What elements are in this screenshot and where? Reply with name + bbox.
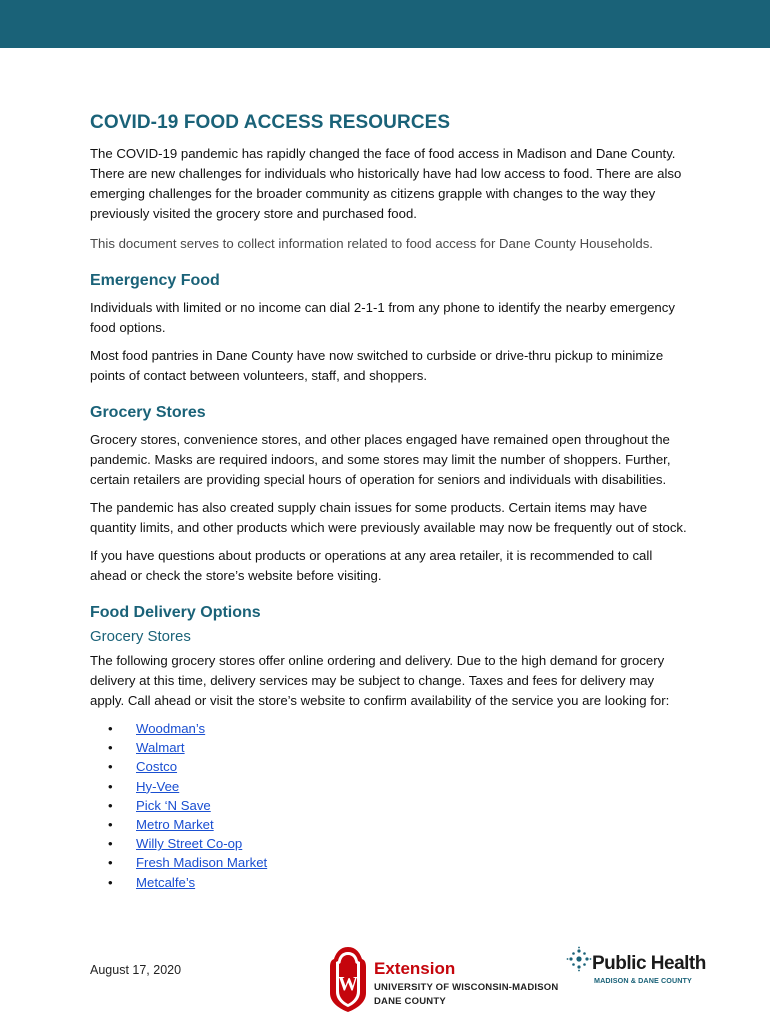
bullet-icon: • bbox=[108, 855, 113, 871]
public-health-name: Public Health bbox=[592, 953, 706, 974]
bullet-icon: • bbox=[108, 836, 113, 852]
bullet-icon: • bbox=[108, 778, 113, 794]
list-item bbox=[108, 815, 690, 834]
header-bar bbox=[0, 0, 770, 48]
bullet-icon: • bbox=[108, 874, 113, 890]
list-item bbox=[108, 738, 690, 757]
grocery-stores-paragraph-2: The pandemic has also created supply chain issues for some products. Certain items may have quantity limits, and other products which were previously available may now be frequently out of stock. bbox=[90, 500, 687, 535]
grocery-stores-heading: Grocery Stores bbox=[90, 404, 206, 421]
document-body bbox=[90, 112, 690, 892]
store-link-costco[interactable]: Costco bbox=[136, 759, 178, 775]
bullet-icon: • bbox=[108, 759, 113, 775]
list-item bbox=[108, 719, 690, 738]
grocery-stores-paragraph-1: Grocery stores, convenience stores, and other places engaged have remained open throughout the pandemic. Masks are required indoors, and some stores may limit the number of shoppers. Further, certain retailers are providing special hours of operation for seniors and individuals with disabilities. bbox=[90, 432, 671, 487]
grocery-stores-paragraph-3: If you have questions about products or operations at any area retailer, it is recommended to call ahead or check the store’s website before visiting. bbox=[90, 548, 653, 583]
bullet-icon: • bbox=[108, 817, 113, 833]
list-item bbox=[108, 757, 690, 776]
uw-crest-icon bbox=[328, 945, 368, 1013]
bullet-icon: • bbox=[108, 740, 113, 756]
list-item bbox=[108, 834, 690, 853]
store-link-walmart[interactable]: Walmart bbox=[136, 740, 185, 756]
footer-date: August 17, 2020 bbox=[90, 963, 182, 977]
page-title: COVID-19 FOOD ACCESS RESOURCES bbox=[90, 112, 451, 133]
emergency-food-heading: Emergency Food bbox=[90, 272, 220, 289]
food-delivery-subheading: Grocery Stores bbox=[90, 628, 191, 645]
public-health-subtitle: MADISON & DANE COUNTY bbox=[594, 976, 692, 985]
store-link-metro-market[interactable]: Metro Market bbox=[136, 817, 214, 833]
list-item bbox=[108, 796, 690, 815]
public-health-dots-icon bbox=[566, 946, 592, 972]
list-item bbox=[108, 777, 690, 796]
extension-university: UNIVERSITY OF WISCONSIN-MADISON bbox=[374, 982, 559, 993]
intro-paragraph: The COVID-19 pandemic has rapidly changed the face of food access in Madison and Dane County. There are new challenges for individuals who historically have had low access to food. There are also emerging challenges for the broader community as citizens grapple with changes to the way they previously visited the grocery store and purchased food. bbox=[90, 146, 682, 221]
store-link-fresh-madison-market[interactable]: Fresh Madison Market bbox=[136, 855, 268, 871]
extension-name: Extension bbox=[374, 959, 456, 978]
list-item bbox=[108, 853, 690, 872]
purpose-statement: This document serves to collect information related to food access for Dane County Households. bbox=[90, 236, 653, 251]
public-health-logo bbox=[566, 946, 706, 986]
emergency-food-paragraph-2: Most food pantries in Dane County have now switched to curbside or drive-thru pickup to minimize points of contact between volunteers, staff, and shoppers. bbox=[90, 348, 664, 383]
bullet-icon: • bbox=[108, 797, 113, 813]
extension-logo bbox=[328, 945, 568, 1015]
store-link-hy-vee[interactable]: Hy-Vee bbox=[136, 778, 180, 794]
list-item bbox=[108, 873, 690, 892]
store-link-willy-street-coop[interactable]: Willy Street Co-op bbox=[136, 836, 243, 852]
food-delivery-heading: Food Delivery Options bbox=[90, 604, 261, 621]
store-link-pick-n-save[interactable]: Pick ‘N Save bbox=[136, 797, 211, 813]
food-delivery-paragraph: The following grocery stores offer online ordering and delivery. Due to the high demand for grocery delivery at this time, delivery services may be subject to change. Taxes and fees for delivery may apply. Call ahead or visit the store’s website to confirm availability of the service you are looking for: bbox=[90, 653, 670, 708]
emergency-food-paragraph-1: Individuals with limited or no income can dial 2-1-1 from any phone to identify the nearby emergency food options. bbox=[90, 300, 675, 335]
bullet-icon: • bbox=[108, 721, 113, 736]
store-link-metcalfes[interactable]: Metcalfe’s bbox=[136, 874, 196, 890]
store-link-woodmans[interactable]: Woodman’s bbox=[136, 721, 206, 736]
crest-letter: W bbox=[338, 973, 358, 995]
store-link-list bbox=[90, 719, 690, 892]
extension-county: DANE COUNTY bbox=[374, 996, 446, 1007]
